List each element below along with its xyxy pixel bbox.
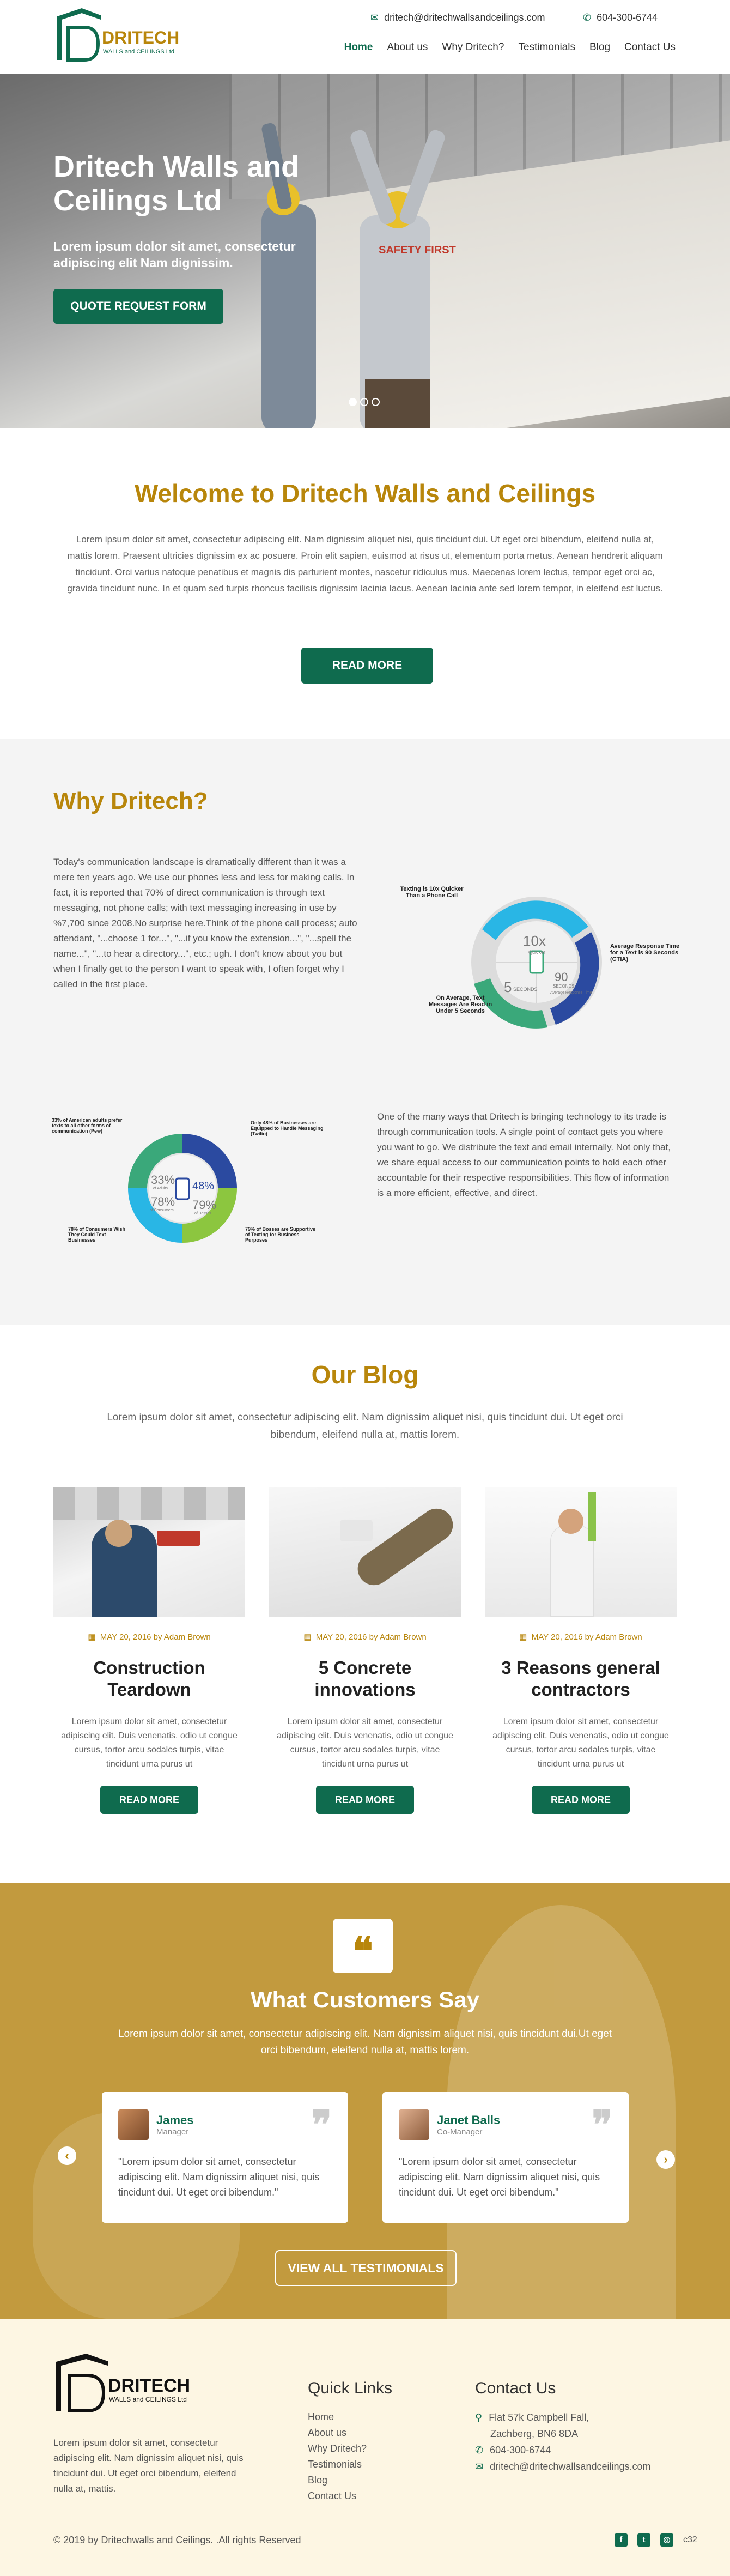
footer-link-blog[interactable]: Blog bbox=[308, 2475, 328, 2486]
header-email[interactable] bbox=[370, 12, 545, 23]
footer-contact-list bbox=[475, 2409, 651, 2475]
header-email-text: dritech@dritechwallsandceilings.com bbox=[384, 12, 545, 23]
nav-why[interactable]: Why Dritech? bbox=[442, 41, 504, 53]
footer-logo[interactable] bbox=[53, 2354, 217, 2414]
slider-dot[interactable] bbox=[349, 398, 357, 406]
svg-text:5: 5 bbox=[504, 979, 512, 995]
welcome-read-more-button[interactable]: READ MORE bbox=[301, 648, 433, 684]
phone-icon: ✆ bbox=[475, 2445, 484, 2456]
blog-date: MAY 20, 2016 bbox=[315, 1632, 367, 1642]
footer-link-contact[interactable]: Contact Us bbox=[308, 2490, 357, 2501]
nav-testimonials[interactable]: Testimonials bbox=[518, 41, 575, 53]
blog-image-teardown[interactable] bbox=[53, 1487, 245, 1617]
welcome-text: Lorem ipsum dolor sit amet, consectetur adipiscing elit. Nam dignissim aliquet nisi, quis tincidunt dui. Ut eget orci bibendum, eleifend nulla at, mattis lorem. Praesent ultricies dignissim ex ac posuere. Proin elit sapien, euismod at risus ut, elementum porta metus. Aenean hendrerit aliquam tincidunt. Orci varius natoque penatibus et magnis dis parturient montes, nascetur ridiculus mus. Maecenas lorem lectus, tempor eget orci ac, gravida tincidunt nunc. In et quam sed turpis rhoncus facilisis dignissim lacinia lacus. Aenean lacinia ante sed lorem tempor, in eleifend est luctus. bbox=[67, 534, 663, 594]
welcome-title: Welcome to Dritech Walls and Ceilings bbox=[134, 479, 596, 507]
footer-about: Lorem ipsum dolor sit amet, consectetur adipiscing elit. Nam dignissim aliquet nisi, quis tincidunt dui. Ut eget orci bibendum, eleifend nulla at, mattis. bbox=[53, 2438, 244, 2494]
testimonial-card bbox=[382, 2092, 629, 2223]
footer-link-why[interactable]: Why Dritech? bbox=[308, 2443, 367, 2454]
main-nav bbox=[344, 39, 676, 56]
svg-text:DRITECH: DRITECH bbox=[108, 2375, 191, 2396]
svg-text:Average Response Time: Average Response Time bbox=[550, 991, 592, 995]
slider-dot[interactable] bbox=[372, 398, 380, 406]
location-pin-icon: ⚲ bbox=[475, 2412, 483, 2423]
blog-by: by bbox=[153, 1632, 162, 1642]
info2-label-bl: 78% of Consumers Wish They Could Text Businesses bbox=[68, 1226, 125, 1243]
blog-author[interactable]: Adam Brown bbox=[595, 1632, 642, 1642]
blog-title: Our Blog bbox=[311, 1360, 419, 1389]
calendar-icon: ▦ bbox=[519, 1632, 527, 1642]
svg-text:SECONDS: SECONDS bbox=[513, 987, 538, 992]
blog-image-concrete[interactable] bbox=[269, 1487, 461, 1617]
blog-meta bbox=[485, 1632, 677, 1642]
why-paragraph-2: One of the many ways that Dritech is bringing technology to its trade is through communication tools. A single point of contact gets you where you want to go. We distribute the text and email internally. Not only that, we share equal access to our communication points to hold each other accountable for their respective responsibilities. This flow of information is a more efficient, effective, and direct. bbox=[377, 1111, 671, 1198]
info2-label-tl: 33% of American adults prefer texts to all other forms of communication (Pew) bbox=[52, 1117, 123, 1134]
svg-text:Quicker: Quicker bbox=[528, 950, 546, 955]
footer-link-home[interactable]: Home bbox=[308, 2411, 334, 2422]
envelope-icon: ✉ bbox=[370, 12, 379, 23]
why-paragraph-1: Today's communication landscape is dramatically different than it was a mere ten years ago. We use our phones less and less for making calls. In fact, it is reported that 70% of direct communication is through text messaging, not phone calls; with text messaging increasing in use by %7,700 since 2008.No surprise here.Think of the phone call process; auto attendant, "...choose 1 for...", "...if you know the extension...", "...spell the name...", "...to hear a directory...", etc.; ugh. I don't know about you but when I finally get to the person I want to speak with, I often forget why I called in the first place. bbox=[53, 857, 357, 989]
blog-excerpt: Lorem ipsum dolor sit amet, consectetur adipiscing elit. Duis venenatis, odio ut congue cursus, tortor arcu sodales turpis, vitae tincidunt urna purus ut bbox=[277, 1717, 453, 1769]
blog-meta bbox=[53, 1632, 245, 1642]
blog-title-concrete[interactable]: 5 Concrete innovations bbox=[314, 1658, 416, 1700]
svg-text:SAFETY FIRST: SAFETY FIRST bbox=[379, 244, 456, 256]
nav-contact[interactable]: Contact Us bbox=[624, 41, 676, 53]
blog-meta bbox=[269, 1632, 461, 1642]
why-title: Why Dritech? bbox=[53, 788, 208, 814]
nav-about[interactable]: About us bbox=[387, 41, 428, 53]
calendar-icon: ▦ bbox=[88, 1632, 96, 1642]
social-links bbox=[615, 2533, 697, 2547]
footer-address-line-2: Zachberg, BN6 8DA bbox=[490, 2428, 579, 2439]
facebook-icon[interactable]: f bbox=[615, 2533, 628, 2547]
testimonial-text: "Lorem ipsum dolor sit amet, consectetur adipiscing elit. Nam dignissim aliquet nisi, quis tincidunt dui. Ut eget orci bibendum." bbox=[118, 2156, 320, 2198]
blog-by: by bbox=[585, 1632, 594, 1642]
testimonial-next-arrow[interactable]: › bbox=[656, 2150, 675, 2169]
svg-text:DRITECH: DRITECH bbox=[102, 28, 180, 47]
quote-icon: ❝ bbox=[333, 1919, 393, 1973]
blog-excerpt: Lorem ipsum dolor sit amet, consectetur adipiscing elit. Duis venenatis, odio ut congue cursus, tortor arcu sodales turpis, vitae tincidunt urna purus ut bbox=[61, 1717, 238, 1769]
testimonial-name: James bbox=[156, 2113, 194, 2127]
header-phone[interactable] bbox=[583, 12, 658, 23]
svg-text:79%: 79% bbox=[192, 1198, 217, 1212]
info1-label-bottom: On Average, Text Messages Are Read in Under 5 Seconds bbox=[428, 995, 492, 1014]
svg-text:90: 90 bbox=[555, 970, 568, 984]
svg-text:WALLS and CEILINGS Ltd: WALLS and CEILINGS Ltd bbox=[109, 2396, 187, 2403]
avatar bbox=[399, 2109, 429, 2140]
copyright: © 2019 by Dritechwalls and Ceilings. .All rights Reserved bbox=[53, 2535, 301, 2545]
blog-card bbox=[485, 1487, 677, 1814]
svg-text:of Adults: of Adults bbox=[153, 1187, 168, 1190]
footer-address: Flat 57k Campbell Fall, bbox=[489, 2412, 589, 2423]
svg-text:SECONDS: SECONDS bbox=[553, 984, 575, 989]
info1-label-top: Texting is 10x Quicker Than a Phone Call bbox=[400, 886, 464, 899]
blog-author[interactable]: Adam Brown bbox=[163, 1632, 211, 1642]
svg-text:78%: 78% bbox=[151, 1195, 175, 1208]
texting-speed-infographic bbox=[392, 875, 681, 1049]
quick-links-list bbox=[308, 2409, 367, 2504]
avatar bbox=[118, 2109, 149, 2140]
footer-link-testimonials[interactable]: Testimonials bbox=[308, 2459, 362, 2470]
blog-read-more-button[interactable]: READ MORE bbox=[100, 1786, 198, 1814]
blog-read-more-button[interactable]: READ MORE bbox=[316, 1786, 414, 1814]
view-all-testimonials-button[interactable]: VIEW ALL TESTIMONIALS bbox=[275, 2250, 457, 2286]
svg-text:48%: 48% bbox=[192, 1180, 215, 1192]
envelope-icon: ✉ bbox=[475, 2461, 484, 2472]
blog-card bbox=[269, 1487, 461, 1814]
footer-phone[interactable]: 604-300-6744 bbox=[490, 2445, 551, 2456]
calendar-icon: ▦ bbox=[303, 1632, 312, 1642]
svg-text:WALLS and CEILINGS Ltd: WALLS and CEILINGS Ltd bbox=[103, 49, 175, 55]
site-header bbox=[0, 0, 730, 74]
info2-label-br: 79% of Bosses are Supportive of Texting for Business Purposes bbox=[245, 1226, 316, 1243]
testimonials-title: What Customers Say bbox=[250, 1987, 480, 2012]
blog-by: by bbox=[369, 1632, 378, 1642]
testimonial-prev-arrow[interactable]: ‹ bbox=[58, 2146, 76, 2165]
testimonial-role: Co-Manager bbox=[437, 2127, 483, 2137]
dritech-logo[interactable] bbox=[52, 5, 193, 63]
testimonial-name: Janet Balls bbox=[437, 2113, 501, 2127]
testimonial-text: "Lorem ipsum dolor sit amet, consectetur adipiscing elit. Nam dignissim aliquet nisi, quis tincidunt dui. Ut eget orci bibendum." bbox=[399, 2156, 600, 2198]
hero-subtitle: Lorem ipsum dolor sit amet, consectetur adipiscing elit Nam dignissim. bbox=[53, 239, 296, 270]
info1-label-right: Average Response Time for a Text is 90 Seconds (CTIA) bbox=[610, 943, 680, 963]
footer-code: c32 bbox=[683, 2535, 697, 2544]
header-phone-text: 604-300-6744 bbox=[597, 12, 658, 23]
quote-mark-icon: ❞ bbox=[311, 2103, 332, 2146]
testimonial-role: Manager bbox=[156, 2127, 189, 2137]
blog-excerpt: Lorem ipsum dolor sit amet, consectetur adipiscing elit. Duis venenatis, odio ut congue cursus, tortor arcu sodales turpis, vitae tincidunt urna purus ut bbox=[492, 1717, 669, 1769]
hero-slider bbox=[0, 74, 730, 428]
nav-blog[interactable]: Blog bbox=[589, 41, 611, 53]
quote-mark-icon: ❞ bbox=[592, 2103, 612, 2146]
hero-title: Dritech Walls and Ceilings Ltd bbox=[53, 150, 300, 217]
testimonial-card bbox=[102, 2092, 348, 2223]
svg-text:of Consumers: of Consumers bbox=[150, 1208, 174, 1212]
instagram-icon[interactable]: ◎ bbox=[660, 2533, 673, 2547]
svg-text:10x: 10x bbox=[523, 933, 546, 949]
blog-intro: Lorem ipsum dolor sit amet, consectetur adipiscing elit. Nam dignissim aliquet nisi, quis tincidunt dui. Ut eget orci bibendum, eleifend nulla at, mattis lorem. bbox=[107, 1412, 623, 1441]
blog-date: MAY 20, 2016 bbox=[531, 1632, 583, 1642]
blog-author[interactable]: Adam Brown bbox=[379, 1632, 427, 1642]
quote-request-button[interactable]: QUOTE REQUEST FORM bbox=[53, 289, 223, 324]
slider-dots bbox=[349, 398, 380, 406]
quick-links-title: Quick Links bbox=[308, 2379, 393, 2397]
blog-image-contractors[interactable] bbox=[485, 1487, 677, 1617]
twitter-icon[interactable]: t bbox=[637, 2533, 650, 2547]
blog-read-more-button[interactable]: READ MORE bbox=[532, 1786, 630, 1814]
blog-card bbox=[53, 1487, 245, 1814]
blog-title-teardown[interactable]: Construction Teardown bbox=[93, 1658, 205, 1700]
footer-contact-title: Contact Us bbox=[475, 2379, 556, 2397]
info2-label-tr: Only 48% of Businesses are Equipped to Handle Messaging (Twilio) bbox=[251, 1120, 324, 1136]
blog-date: MAY 20, 2016 bbox=[100, 1632, 151, 1642]
footer-email[interactable]: dritech@dritechwallsandceilings.com bbox=[490, 2461, 651, 2472]
svg-text:of Bosses: of Bosses bbox=[194, 1212, 211, 1216]
nav-home[interactable]: Home bbox=[344, 41, 373, 53]
footer-link-about[interactable]: About us bbox=[308, 2427, 347, 2438]
texting-adoption-infographic bbox=[52, 1117, 335, 1259]
phone-icon: ✆ bbox=[583, 12, 592, 23]
testimonials-intro: Lorem ipsum dolor sit amet, consectetur adipiscing elit. Nam dignissim aliquet nisi, quis tincidunt dui.Ut eget orci bibendum, eleifend nulla at, mattis lorem. bbox=[118, 2028, 612, 2056]
slider-dot[interactable] bbox=[360, 398, 368, 406]
blog-title-contractors[interactable]: 3 Reasons general contractors bbox=[501, 1658, 660, 1700]
svg-text:33%: 33% bbox=[151, 1173, 175, 1187]
